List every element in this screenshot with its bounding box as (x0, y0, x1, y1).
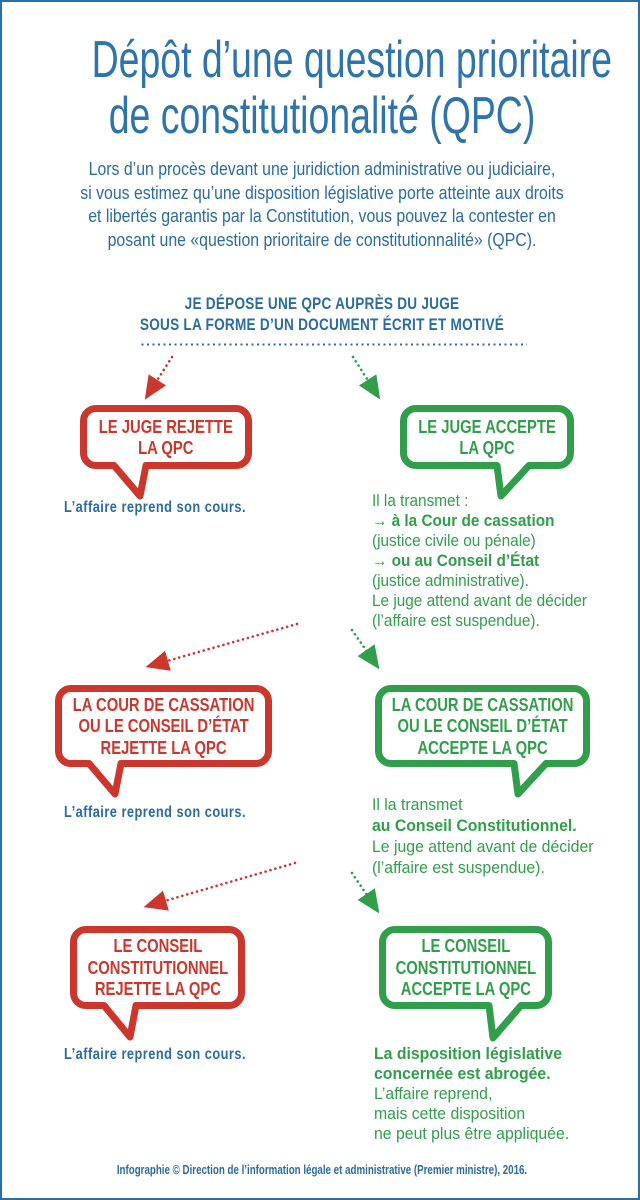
note-transmits-1-line3: (justice civile ou pénale) (372, 532, 536, 550)
bubble-council-rejects-line1: LE CONSEIL (113, 935, 202, 957)
note-transmits-1-line5: (justice administrative). (372, 572, 529, 590)
bubble-council-rejects (70, 926, 245, 1009)
bubble-council-accepts (379, 926, 552, 1009)
bubble-judge-rejects-line2: LA QPC (138, 437, 194, 458)
dotted-arrow-reject-3-icon (151, 863, 295, 905)
note-transmits-1-line4: → ou au Conseil d’État (372, 552, 540, 570)
bubble-council-rejects-line2: CONSTITUTIONNEL (87, 956, 228, 978)
note-transmits-1-line1: Il la transmet : (372, 492, 469, 510)
bubble-court-rejects (55, 685, 272, 767)
step-header (66, 293, 578, 335)
note-transmits-1-line7: (l’affaire est suspendue). (372, 612, 540, 630)
note-provision-repealed-line1: La disposition législative (374, 1044, 563, 1063)
bubble-council-rejects-line3: REJETTE LA QPC (94, 978, 221, 1000)
page-title-line1: Dépôt d’une question prioritaire (91, 31, 612, 89)
bubble-council-accepts-line1: LE CONSEIL (421, 935, 510, 957)
bubble-council-accepts-line3: ACCEPTE LA QPC (400, 978, 531, 1000)
dotted-arrow-accept-1-icon (353, 357, 376, 393)
intro-line3: et libertés garantis par la Constitution, vous pouvez la contester en (88, 206, 556, 226)
note-transmits-2-line1: Il la transmet (372, 795, 463, 814)
note-transmits-1-line6: Le juge attend avant de décider (372, 592, 588, 610)
note-transmits-2-line4: (l’affaire est suspendue). (372, 858, 545, 877)
bubble-judge-rejects-line1: LE JUGE REJETTE (98, 415, 234, 437)
bubble-judge-accepts-line1: LE JUGE ACCEPTE (418, 415, 556, 437)
dotted-arrow-accept-3-icon (352, 873, 375, 907)
dotted-arrow-accept-2-icon (352, 630, 375, 663)
note-transmits-2-line3: Le juge attend avant de décider (372, 837, 594, 856)
note-transmits-2 (372, 794, 594, 878)
intro-line1: Lors d’un procès devant une juridiction administrative ou judiciaire, (88, 159, 556, 179)
note-provision-repealed-line4: mais cette disposition (374, 1104, 526, 1123)
page-title (91, 31, 612, 145)
bubble-court-accepts-line1: LA COUR DE CASSATION (391, 693, 574, 715)
bubble-court-rejects-line3: REJETTE LA QPC (100, 736, 227, 758)
note-provision-repealed (374, 1044, 569, 1144)
bubble-judge-rejects (80, 405, 252, 469)
note-case-resumes-3: L’affaire reprend son cours. (64, 1046, 247, 1063)
page-title-line2: de constitutionalité (QPC) (108, 87, 536, 145)
dotted-divider (141, 343, 527, 346)
bubble-judge-accepts (400, 405, 574, 469)
intro-line4: posant une «question prioritaire de constitutionnalité» (QPC). (107, 229, 537, 250)
note-transmits-1 (372, 491, 587, 631)
note-provision-repealed-line2: concernée est abrogée. (374, 1064, 551, 1083)
dotted-arrow-reject-2-icon (153, 624, 297, 665)
step-header-line2: SOUS LA FORME D’UN DOCUMENT ÉCRIT ET MOTIVÉ (139, 315, 505, 334)
bubble-court-rejects-line1: LA COUR DE CASSATION (72, 693, 255, 715)
note-transmits-1-line2: → à la Cour de cassation (372, 512, 555, 530)
bubble-court-accepts-line3: ACCEPTE LA QPC (417, 736, 548, 758)
note-transmits-2-line2: au Conseil Constitutionnel. (372, 816, 577, 835)
note-provision-repealed-line3: L’affaire reprend, (374, 1084, 493, 1103)
intro-line2: si vous estimez qu’une disposition législative porte atteinte aux droits (80, 182, 564, 203)
note-case-resumes-1: L’affaire reprend son cours. (64, 499, 247, 516)
dotted-arrow-reject-1-icon (149, 357, 172, 393)
note-provision-repealed-line5: ne peut plus être appliquée. (374, 1124, 570, 1143)
bubble-judge-accepts-line2: LA QPC (459, 437, 515, 458)
footer-credit: Infographie © Direction de l’information légale et administrative (Premier ministre), 2016. (116, 1162, 528, 1177)
bubble-council-accepts-line2: CONSTITUTIONNEL (395, 956, 536, 978)
step-header-line1: JE DÉPOSE UNE QPC AUPRÈS DU JUGE (184, 294, 460, 313)
bubble-court-rejects-line2: OU LE CONSEIL D’ÉTAT (78, 715, 249, 737)
bubble-court-accepts (375, 685, 590, 767)
intro-paragraph (40, 158, 603, 252)
note-case-resumes-2: L’affaire reprend son cours. (64, 804, 247, 821)
bubble-court-accepts-line2: OU LE CONSEIL D’ÉTAT (397, 715, 568, 737)
